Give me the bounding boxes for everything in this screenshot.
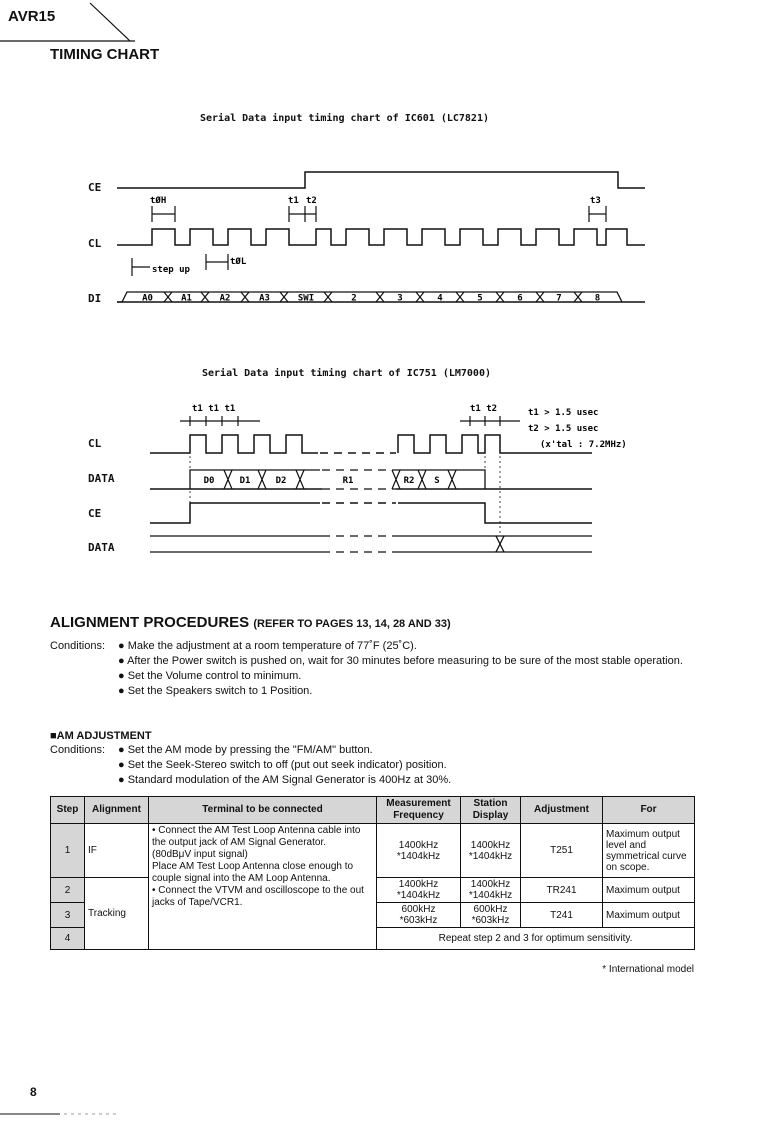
label-step-up: step up bbox=[152, 265, 190, 275]
conditions-label: Conditions: bbox=[50, 640, 106, 652]
chart1-signal-ce: CE bbox=[88, 181, 102, 194]
di-transition bbox=[324, 292, 332, 302]
table-header-row bbox=[51, 797, 695, 824]
am-conditions-label: Conditions: bbox=[50, 744, 106, 756]
header-adjustment: Adjustment bbox=[521, 797, 603, 824]
di-field: A2 bbox=[219, 293, 231, 304]
chart2-signal-ce: CE bbox=[88, 507, 102, 520]
di-transition bbox=[536, 292, 544, 302]
chart2-waveforms bbox=[0, 390, 762, 570]
terminal-line: • Connect the VTVM and oscilloscope to the out jacks of Tape/VCR1. bbox=[152, 885, 364, 908]
alignment-cell: Tracking bbox=[85, 878, 149, 950]
display-cell: 1400kHz *1404kHz bbox=[461, 824, 521, 878]
label-t2: t2 bbox=[306, 196, 317, 206]
display-cell: 1400kHz *1404kHz bbox=[461, 878, 521, 903]
di-transition bbox=[416, 292, 424, 302]
alignment-table bbox=[50, 796, 695, 950]
chart2-signal-data-out: DATA bbox=[88, 541, 115, 554]
data2-field: D0 bbox=[203, 476, 215, 486]
chart1-signal-di: DI bbox=[88, 292, 102, 305]
chart2-title: Serial Data input timing chart of IC751 (LM7000) bbox=[202, 368, 491, 379]
data2-field: R1 bbox=[342, 476, 354, 486]
data2-field: D1 bbox=[239, 476, 251, 486]
frequency-cell: 1400kHz *1404kHz bbox=[377, 824, 461, 878]
step-cell: 4 bbox=[51, 928, 85, 950]
cl-waveform bbox=[117, 229, 645, 245]
display-cell: 600kHz *603kHz bbox=[461, 903, 521, 928]
header-measurement-frequency: Measurement Frequency bbox=[377, 797, 461, 824]
ce-waveform bbox=[117, 172, 645, 188]
frequency-cell: 1400kHz *1404kHz bbox=[377, 878, 461, 903]
di-transition bbox=[574, 292, 582, 302]
step-cell: 2 bbox=[51, 878, 85, 903]
di-transition bbox=[201, 292, 209, 302]
ce2-waveform bbox=[150, 503, 320, 523]
adjustment-cell: TR241 bbox=[521, 878, 603, 903]
chart1-title: Serial Data input timing chart of IC601 (LC7821) bbox=[200, 113, 489, 124]
condition-item: ● Make the adjustment at a room temperature of 77˚F (25˚C). bbox=[118, 640, 417, 652]
data2-field: R2 bbox=[403, 476, 415, 486]
data2-transition bbox=[418, 470, 426, 489]
header-step: Step bbox=[51, 797, 85, 824]
di-field: A1 bbox=[181, 293, 192, 304]
alignment-title: ALIGNMENT PROCEDURES bbox=[50, 614, 250, 631]
chart1-signal-cl: CL bbox=[88, 237, 102, 250]
data2-transition bbox=[448, 470, 456, 489]
label-t1-group: t1 t1 t1 bbox=[192, 404, 236, 414]
for-cell: Maximum output bbox=[603, 878, 695, 903]
di-field: 2 bbox=[351, 293, 357, 304]
terminal-line: Place AM Test Loop Antenna close enough to couple signal into the AM Loop Antenna. bbox=[152, 861, 354, 884]
alignment-cell: IF bbox=[85, 824, 149, 878]
terminal-cell bbox=[149, 824, 377, 950]
data2-field: D2 bbox=[275, 476, 287, 486]
chart2-signal-data: DATA bbox=[88, 472, 115, 485]
header-rule bbox=[0, 0, 140, 46]
di-field: 7 bbox=[556, 293, 562, 304]
note-t1: t1 > 1.5 usec bbox=[528, 408, 599, 418]
frequency-cell: 600kHz *603kHz bbox=[377, 903, 461, 928]
di-field: 8 bbox=[594, 293, 601, 304]
page-number: 8 bbox=[30, 1085, 37, 1099]
label-t1-t2: t1 t2 bbox=[470, 404, 498, 414]
header-for: For bbox=[603, 797, 695, 824]
repeat-note-cell: Repeat step 2 and 3 for optimum sensitivity. bbox=[377, 928, 695, 950]
adjustment-cell: T241 bbox=[521, 903, 603, 928]
data2-transition bbox=[224, 470, 232, 489]
chart1-waveforms bbox=[0, 160, 762, 310]
header-station-display: Station Display bbox=[461, 797, 521, 824]
am-condition-item: ● Standard modulation of the AM Signal Generator is 400Hz at 30%. bbox=[118, 774, 452, 786]
table-row bbox=[51, 824, 695, 878]
label-t1: t1 bbox=[288, 196, 299, 206]
am-condition-item: ● Set the AM mode by pressing the "FM/AM" button. bbox=[118, 744, 373, 756]
di-transition bbox=[280, 292, 288, 302]
data2-transition bbox=[258, 470, 266, 489]
terminal-line: (80dBμV input signal) bbox=[152, 849, 248, 860]
header-alignment: Alignment bbox=[85, 797, 149, 824]
am-condition-item: ● Set the Seek-Stereo switch to off (put out seek indicator) position. bbox=[118, 759, 447, 771]
for-cell: Maximum output level and symmetrical curve on scope. bbox=[603, 824, 695, 878]
di-transition bbox=[376, 292, 384, 302]
label-tdl: tØL bbox=[230, 257, 247, 267]
adjustment-cell: T251 bbox=[521, 824, 603, 878]
data2-field: S bbox=[434, 476, 440, 486]
step-cell: 1 bbox=[51, 824, 85, 878]
label-t3: t3 bbox=[590, 196, 601, 206]
footnote: * International model bbox=[602, 964, 694, 975]
for-cell: Maximum output bbox=[603, 903, 695, 928]
footer-rule bbox=[0, 1110, 140, 1118]
chart2-signal-cl: CL bbox=[88, 437, 102, 450]
conditions-list bbox=[118, 639, 698, 699]
di-field: 4 bbox=[437, 293, 443, 304]
di-field: 5 bbox=[477, 293, 483, 304]
data2-transition bbox=[392, 470, 400, 489]
section-title: TIMING CHART bbox=[50, 46, 160, 63]
header-terminal: Terminal to be connected bbox=[149, 797, 377, 824]
condition-item: ● After the Power switch is pushed on, wait for 30 minutes before measuring to be sure of the most stable operation. bbox=[118, 655, 683, 667]
cl2-waveform bbox=[150, 435, 318, 453]
step-cell: 3 bbox=[51, 903, 85, 928]
di-transition bbox=[496, 292, 504, 302]
model-name: AVR15 bbox=[8, 8, 56, 25]
terminal-line: • Connect the AM Test Loop Antenna cable into the output jack of AM Signal Generator. bbox=[152, 825, 361, 848]
am-conditions-list bbox=[118, 743, 698, 788]
di-transition bbox=[456, 292, 464, 302]
data2-transition bbox=[296, 470, 304, 489]
di-transition bbox=[241, 292, 249, 302]
condition-item: ● Set the Volume control to minimum. bbox=[118, 670, 302, 682]
di-field: 3 bbox=[397, 293, 403, 304]
di-field: SWI bbox=[297, 293, 315, 304]
alignment-heading bbox=[50, 614, 451, 631]
am-heading: ■AM ADJUSTMENT bbox=[50, 730, 152, 742]
label-tdh: tØH bbox=[150, 196, 167, 206]
note-t2: t2 > 1.5 usec bbox=[528, 424, 599, 434]
di-field: 6 bbox=[517, 293, 523, 304]
note-xtal: (x'tal : 7.2MHz) bbox=[540, 440, 627, 450]
di-transition bbox=[164, 292, 172, 302]
di-field: A3 bbox=[259, 293, 270, 304]
condition-item: ● Set the Speakers switch to 1 Position. bbox=[118, 685, 313, 697]
di-field: A0 bbox=[142, 293, 153, 304]
alignment-reference: (REFER TO PAGES 13, 14, 28 AND 33) bbox=[253, 618, 451, 630]
